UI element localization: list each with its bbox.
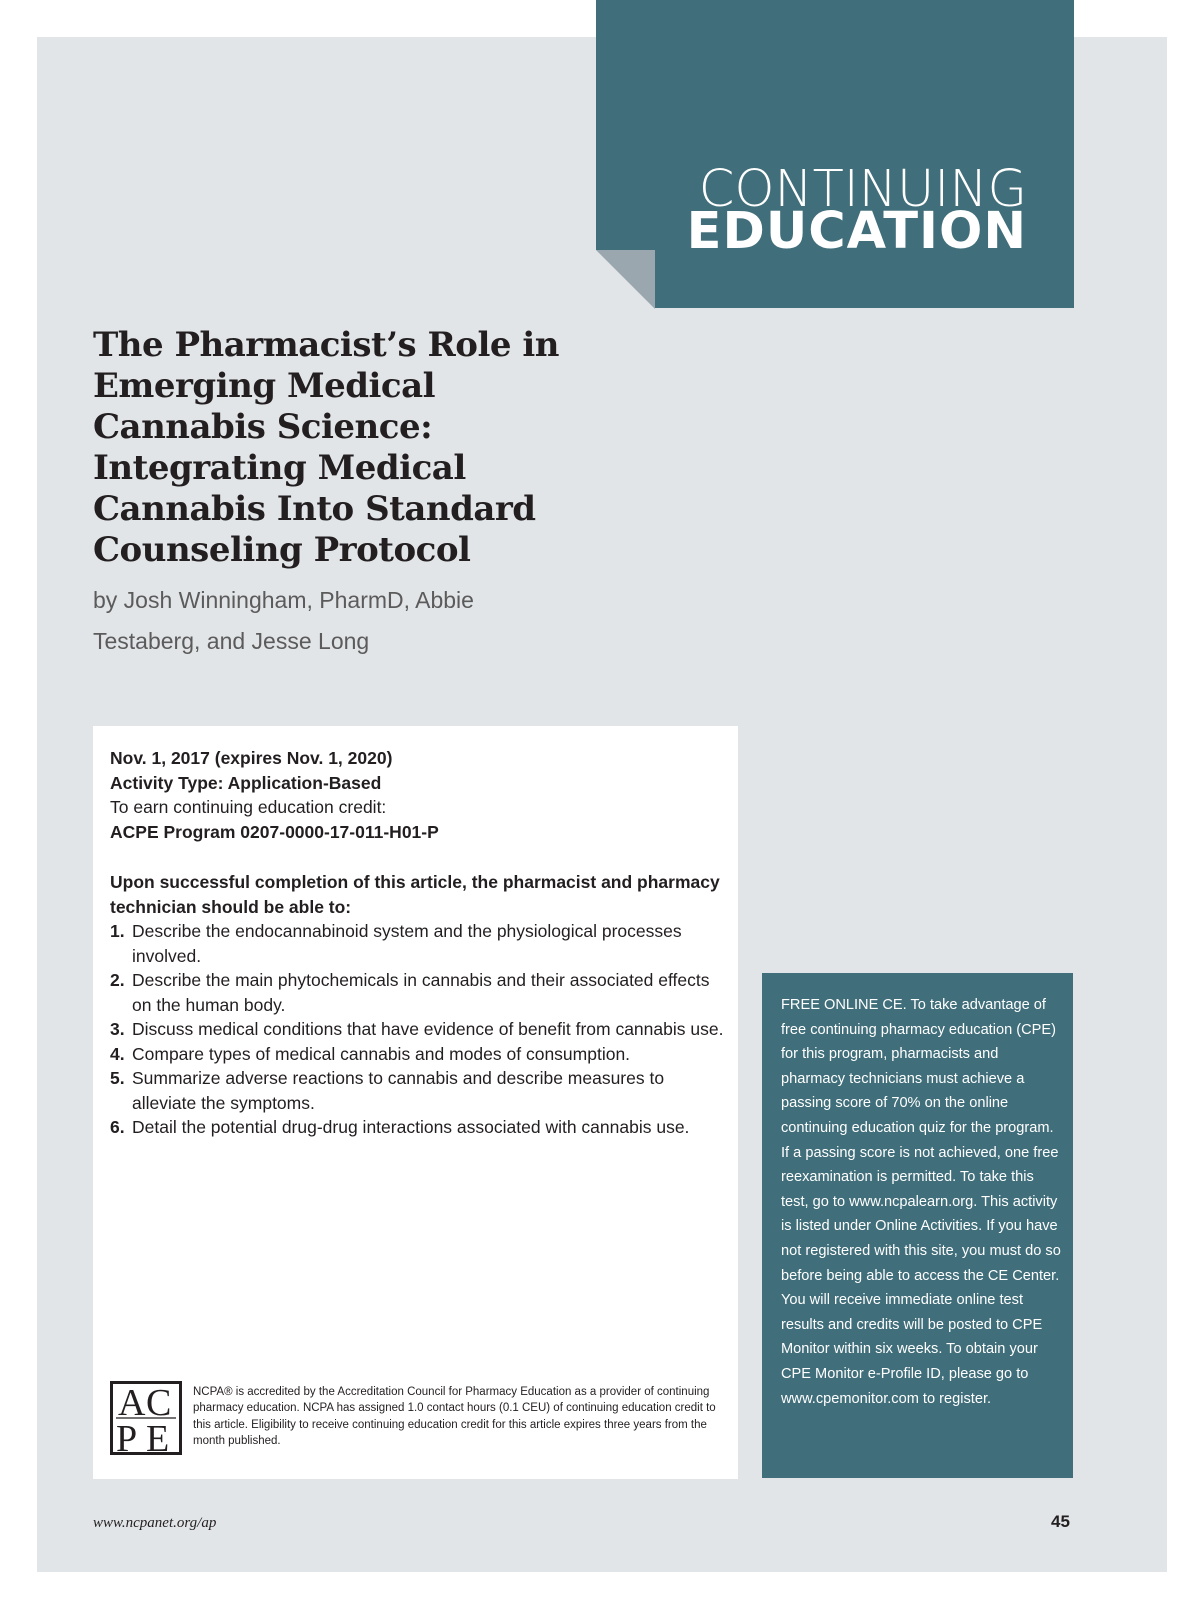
accreditation-statement: NCPA® is accredited by the Accreditation Council for Pharmacy Education as a provider of continuing pharmacy education. NCPA has assigned 1.0 contact hours (0.1 CEU) of continuing education credit to this article. Eligibility to receive continuing education credit for this article expires three years from the month published. xyxy=(193,1386,716,1447)
earn-credit-text: To earn continuing education credit: xyxy=(110,797,387,817)
objective-text: Describe the main phytochemicals in cannabis and their associated effects on the human body. xyxy=(132,970,710,1015)
objective-number: 2. xyxy=(110,970,125,990)
objective-number: 4. xyxy=(110,1043,125,1064)
objective-text: Compare types of medical cannabis and modes of consumption. xyxy=(132,1043,631,1064)
list-item xyxy=(110,1115,730,1140)
ce-info-box xyxy=(93,726,738,1479)
list-item xyxy=(110,968,730,1017)
objective-text: Discuss medical conditions that have evidence of benefit from cannabis use. xyxy=(132,1019,724,1039)
free-online-ce-text: FREE ONLINE CE. To take advantage of free continuing pharmacy education (CPE) for this program, pharmacists and pharmacy technicians must achieve a passing score of 70% on the online continuing education quiz for the program. If a passing score is not achieved, one free reexamination is permitted. To take this test, go to www.ncpalearn.org. This activity is listed under Online Activities. If you have not registered with this site, you must do so before being able to access the CE Center. You will receive immediate online test results and credits will be posted to CPE Monitor within six weeks. To obtain your CPE Monitor e-Profile ID, please go to www.cpemonitor.com to register. xyxy=(781,997,1061,1407)
objective-text: Describe the endocannabinoid system and the physiological processes involved. xyxy=(132,921,682,966)
activity-type: Activity Type: Application-Based xyxy=(110,772,382,793)
acpe-program-number: ACPE Program 0207-0000-17-011-H01-P xyxy=(110,821,439,842)
acpe-logo-icon xyxy=(110,1381,182,1457)
objective-text: Summarize adverse reactions to cannabis and describe measures to alleviate the symptoms. xyxy=(132,1068,665,1113)
svg-text:E: E xyxy=(146,1418,170,1457)
list-item xyxy=(110,1042,730,1067)
objective-number: 3. xyxy=(110,1019,125,1039)
svg-text:C: C xyxy=(146,1382,172,1424)
banner-line-education: EDUCATION xyxy=(686,202,1027,261)
article-title: The Pharmacist’s Role in Emerging Medical Cannabis Science: Integrating Medical Cannabis Into Standard Counseling Protocol xyxy=(93,325,559,570)
banner-line-continuing: CONTINUING xyxy=(698,160,1027,219)
objectives-list xyxy=(110,919,730,1140)
objective-number: 6. xyxy=(110,1117,125,1137)
banner-fold-corner xyxy=(596,250,655,309)
footer-url: www.ncpanet.org/ap xyxy=(93,1515,217,1531)
objective-number: 1. xyxy=(110,921,125,941)
objective-text: Detail the potential drug-drug interactions associated with cannabis use. xyxy=(132,1117,690,1137)
svg-text:P: P xyxy=(116,1418,138,1457)
ce-date-line: Nov. 1, 2017 (expires Nov. 1, 2020) xyxy=(110,748,393,768)
ce-meta-block xyxy=(110,746,730,844)
objectives-heading: Upon successful completion of this article, the pharmacist and pharmacy technician should be able to: xyxy=(110,872,720,917)
list-item xyxy=(110,1017,730,1042)
page-number: 45 xyxy=(1051,1512,1070,1531)
objective-number: 5. xyxy=(110,1068,125,1088)
article-byline: by Josh Winningham, PharmD, Abbie Testaberg, and Jesse Long xyxy=(93,587,474,654)
svg-text:A: A xyxy=(118,1382,146,1424)
free-online-ce-box xyxy=(762,973,1073,1478)
list-item xyxy=(110,919,730,968)
list-item xyxy=(110,1066,730,1115)
